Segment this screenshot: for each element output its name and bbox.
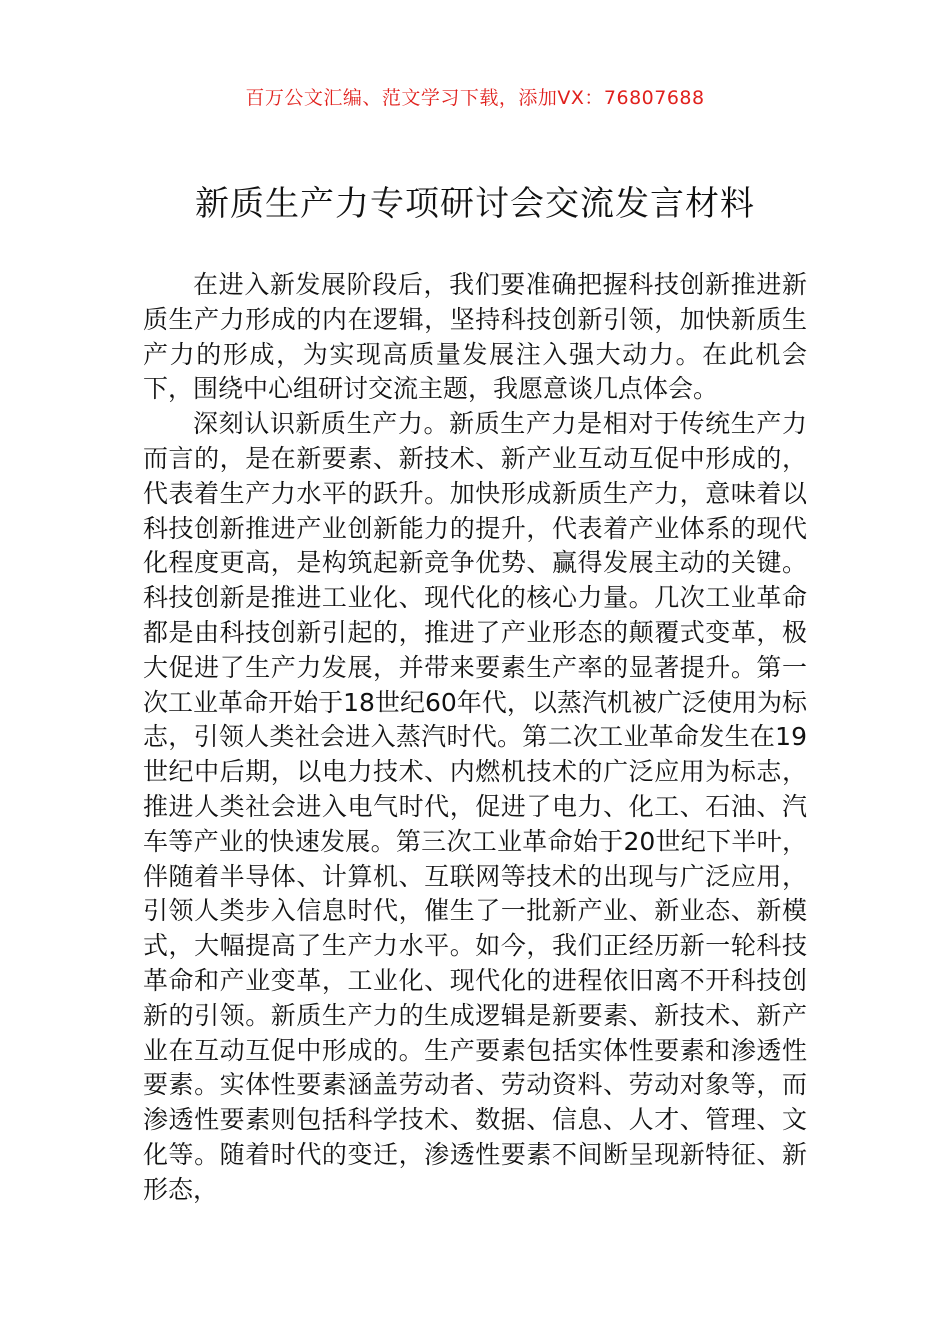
paragraph-main: 深刻认识新质生产力。新质生产力是相对于传统生产力而言的，是在新要素、新技术、新产业互动互促中形成的，代表着生产力水平的跃升。加快形成新质生产力，意味着以科技创新推进产业创新能力的提升，代表着产业体系的现代化程度更高，是构筑起新竞争优势、赢得发展主动的关键。科技创新是推进工业化、现代化的核心力量。几次工业革命都是由科技创新引起的，推进了产业形态的颠覆式变革，极大促进了生产力发展，并带来要素生产率的显著提升。第一次工业革命开始于18世纪60年代，以蒸汽机被广泛使用为标志，引领人类社会进入蒸汽时代。第二次工业革命发生在19世纪中后期，以电力技术、内燃机技术的广泛应用为标志，推进人类社会进入电气时代，促进了电力、化工、石油、汽车等产业的快速发展。第三次工业革命始于20世纪下半叶，伴随着半导体、计算机、互联网等技术的出现与广泛应用，引领人类步入信息时代，催生了一批新产业、新业态、新模式，大幅提高了生产力水平。如今，我们正经历新一轮科技革命和产业变革，工业化、现代化的进程依旧离不开科技创新的引领。新质生产力的生成逻辑是新要素、新技术、新产业在互动互促中形成的。生产要素包括实体性要素和渗透性要素。实体性要素涵盖劳动者、劳动资料、劳动对象等，而渗透性要素则包括科学技术、数据、信息、人才、管理、文化等。随着时代的变迁，渗透性要素不间断呈现新特征、新形态，: [143, 409, 807, 1204]
document-body: [143, 268, 807, 1208]
paragraph-intro: 在进入新发展阶段后，我们要准确把握科技创新推进新质生产力形成的内在逻辑，坚持科技创新引领，加快新质生产力的形成，为实现高质量发展注入强大动力。在此机会下，围绕中心组研讨交流主题，我愿意谈几点体会。: [143, 270, 807, 404]
header-watermark-note: 百万公文汇编、范文学习下载，添加VX：76807688: [245, 87, 705, 109]
document-title: 新质生产力专项研讨会交流发言材料: [195, 184, 755, 224]
